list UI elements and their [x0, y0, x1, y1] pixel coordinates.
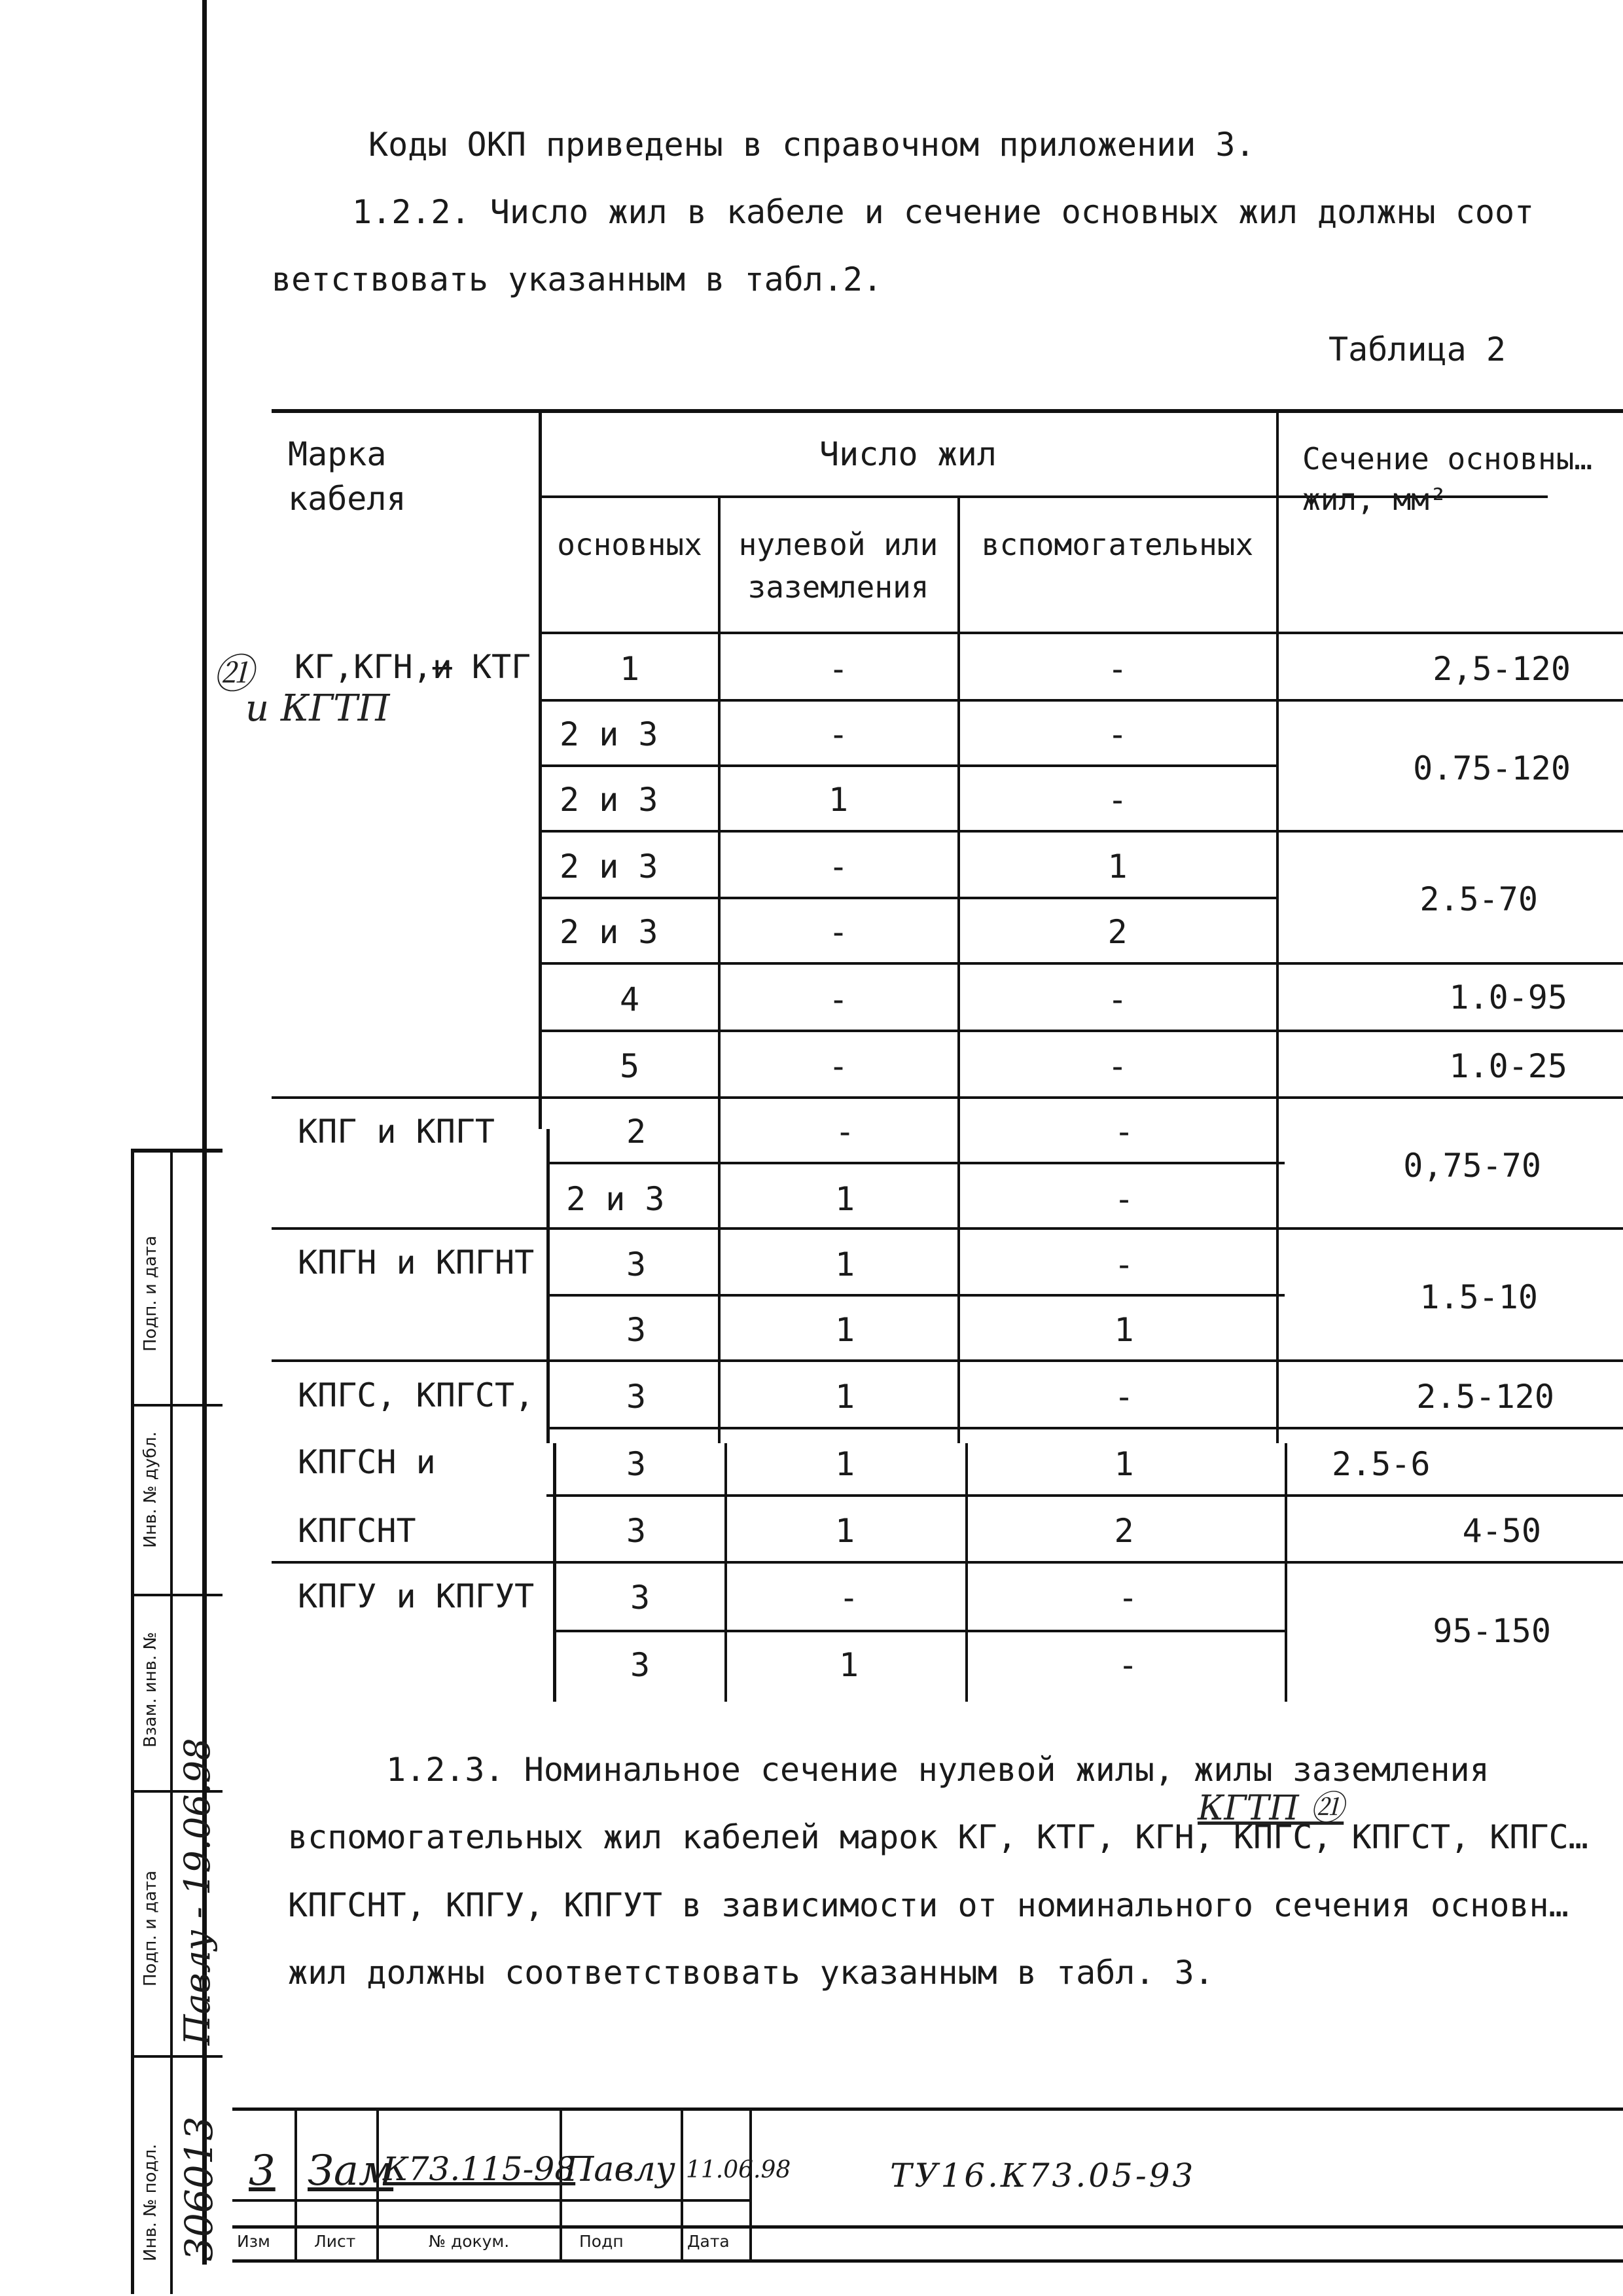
paragraph-okp-codes: Коды ОКП приведены в справочном приложении 3. [368, 126, 1255, 164]
table-cell-osn: 2 и 3 [560, 715, 658, 753]
table-cell-nul: - [828, 913, 849, 951]
mark-kpgs-line2: КПГСН и [298, 1443, 436, 1481]
handwritten-kgtp: и КГТП [245, 687, 390, 730]
table-cell-osn: 3 [626, 1512, 647, 1550]
header-number-of-cores: Число жил [819, 435, 997, 473]
table-cell-vsp: 1 [1107, 848, 1128, 886]
table-cell-nul: - [828, 650, 849, 688]
table-cell-vsp: 2 [1107, 913, 1128, 951]
section-value: 4-50 [1462, 1512, 1541, 1550]
table-cell-osn: 3 [626, 1246, 647, 1283]
section-value: 1.0-95 [1449, 978, 1567, 1016]
mark-kg-struck: и [432, 648, 452, 686]
stamp-podp-data-bottom: Подп. и дата [141, 1870, 160, 1986]
table-cell-nul: - [834, 1113, 855, 1151]
table-cell-osn: 3 [626, 1445, 647, 1483]
paragraph-1-2-3-line4: жил должны соответствовать указанным в табл. 3. [288, 1954, 1214, 1992]
table-cell-osn: 2 [626, 1113, 647, 1151]
table-cell-nul: 1 [834, 1311, 855, 1349]
section-value: 1.0-25 [1449, 1047, 1567, 1085]
side-stamp [131, 1149, 223, 2294]
table-cell-osn: 3 [626, 1378, 647, 1416]
titleblock-doc-label: № докум. [429, 2232, 510, 2251]
section-value: 0.75-120 [1413, 749, 1571, 787]
table-cell-osn: 2 и 3 [560, 848, 658, 886]
table-cell-osn: 3 [630, 1646, 651, 1684]
table-cell-osn: 4 [619, 980, 640, 1018]
section-value: 2.5-6 [1332, 1445, 1431, 1483]
header-main-cores: основных [557, 527, 702, 562]
table-cell-vsp: 2 [1114, 1512, 1134, 1550]
section-value: 2,5-120 [1433, 650, 1571, 688]
mark-kpgn: КПГН и КПГНТ [298, 1244, 535, 1282]
table-cell-nul: 1 [834, 1445, 855, 1483]
paragraph-1-2-3-line3: КПГСНТ, КПГУ, КПГУТ в зависимости от номинального сечения основн… [288, 1886, 1569, 1924]
titleblock-podp-label: Подп [579, 2232, 624, 2251]
stamp-inv-podl: Инв. № подл. [141, 2144, 160, 2261]
table-cell-vsp: - [1114, 1378, 1134, 1416]
table-cell-nul: 1 [828, 781, 849, 819]
table-cell-vsp: - [1107, 650, 1128, 688]
table-cell-nul: 1 [834, 1512, 855, 1550]
stamp-inv-podl-handwritten: 306013 [177, 2116, 221, 2261]
titleblock-date-handwritten: 11.06.98 [686, 2157, 791, 2183]
table-cell-vsp: 1 [1114, 1445, 1134, 1483]
table-cell-vsp: - [1107, 1047, 1128, 1085]
table-cell-nul: 1 [834, 1378, 855, 1416]
table-cell-osn: 2 и 3 [560, 913, 658, 951]
stamp-podp-data-top: Подп. и дата [141, 1235, 160, 1352]
document-code: ТУ16.К73.05-93 [890, 2157, 1196, 2195]
table-2 [213, 403, 1623, 1702]
mark-kpgu: КПГУ и КПГУТ [298, 1577, 535, 1615]
stamp-inv-dubl: Инв. № дубл. [141, 1431, 160, 1548]
paragraph-1-2-2-line1: 1.2.2. Число жил в кабеле и сечение основных жил должны соот [352, 193, 1535, 231]
table-cell-osn: 2 и 3 [566, 1180, 665, 1218]
table-cell-vsp: - [1114, 1180, 1134, 1218]
table-cell-nul: 1 [834, 1246, 855, 1283]
table2-caption: Таблица 2 [1329, 331, 1506, 368]
table-cell-osn: 2 и 3 [560, 781, 658, 819]
paragraph-1-2-3-line1: 1.2.3. Номинальное сечение нулевой жилы, жилы заземления [386, 1751, 1489, 1789]
titleblock-list-handwritten: Зам [308, 2147, 394, 2195]
titleblock-date-label: Дата [687, 2232, 730, 2251]
table-cell-vsp: - [1114, 1246, 1134, 1283]
header-auxiliary-cores: вспомогательных [981, 527, 1254, 562]
section-value: 2.5-120 [1416, 1378, 1554, 1416]
titleblock-list-label: Лист [314, 2232, 356, 2251]
handwritten-amendment-mark: ㉑ [213, 650, 254, 698]
header-main-section: Сечение основны… жил, мм² [1302, 441, 1593, 517]
mark-kpg: КПГ и КПГТ [298, 1113, 495, 1151]
paragraph-1-2-2-line2: ветствовать указанным в табл.2. [272, 260, 883, 298]
table-cell-vsp: - [1114, 1113, 1134, 1151]
table-cell-osn: 3 [630, 1579, 651, 1617]
mark-kg-group [294, 648, 531, 686]
section-value: 0,75-70 [1403, 1147, 1541, 1185]
mark-kg-ktg: КТГ [452, 648, 531, 686]
titleblock-izm-label: Изм [237, 2232, 270, 2251]
stamp-vzam-inv: Взам. инв. № [141, 1632, 160, 1748]
table-cell-osn: 3 [626, 1311, 647, 1349]
table-cell-nul: 1 [834, 1180, 855, 1218]
table-cell-vsp: - [1107, 781, 1128, 819]
stamp-podp-data-handwritten: Павлу - 19.06.98 [177, 1738, 218, 2045]
table-cell-nul: - [828, 980, 849, 1018]
mark-kpgs-line3: КПГСНТ [298, 1512, 416, 1550]
table-cell-vsp: 1 [1114, 1311, 1134, 1349]
paragraph-1-2-3-line2: вспомогательных жил кабелей марок КГ, КТГ, КГН, КПГС, КПГСТ, КПГС… [288, 1818, 1588, 1856]
table-cell-vsp: - [1107, 715, 1128, 753]
mark-kpgs-line1: КПГС, КПГСТ, [298, 1376, 535, 1414]
table-cell-vsp: - [1118, 1646, 1138, 1684]
titleblock-izm-handwritten: 3 [249, 2147, 276, 2195]
section-value: 1.5-10 [1419, 1278, 1538, 1316]
handwritten-kgtp-insert: КГТП ㉑ [1198, 1789, 1344, 1828]
table-cell-nul: - [828, 848, 849, 886]
titleblock-doc-handwritten: К73.115-98 [383, 2150, 576, 2188]
header-neutral-or-earth: нулевой или заземления [738, 527, 938, 605]
table-cell-nul: - [838, 1579, 859, 1617]
table-cell-vsp: - [1118, 1579, 1138, 1617]
table-cell-osn: 5 [619, 1047, 640, 1085]
table-cell-nul: - [828, 1047, 849, 1085]
table-cell-nul: - [828, 715, 849, 753]
table-cell-osn: 1 [619, 650, 640, 688]
header-cable-mark: Марка кабеля [288, 435, 406, 518]
mark-kg-typed: КГ,КГН, [294, 648, 433, 686]
section-value: 2.5-70 [1419, 880, 1538, 918]
section-value: 95-150 [1433, 1612, 1551, 1650]
table-cell-vsp: - [1107, 980, 1128, 1018]
titleblock-podp-handwritten: Павлу [564, 2150, 675, 2189]
table-cell-nul: 1 [838, 1646, 859, 1684]
